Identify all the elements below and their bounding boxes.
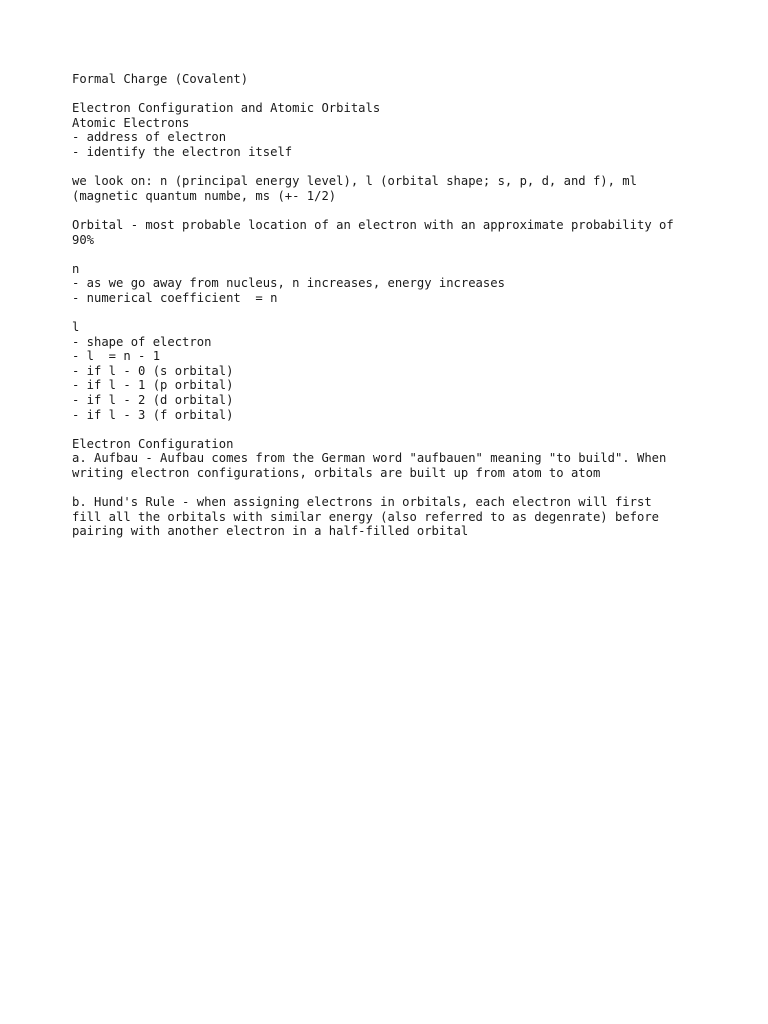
spacer xyxy=(72,203,702,218)
spacer xyxy=(72,247,702,262)
bullet-line: - if l - 1 (p orbital) xyxy=(72,378,234,393)
section-subheading: Atomic Electrons xyxy=(72,115,190,130)
spacer xyxy=(72,422,702,437)
hund-line: b. Hund's Rule - when assigning electrons in orbitals, each electron will first xyxy=(72,495,652,510)
hund-line: pairing with another electron in a half-filled orbital xyxy=(72,524,469,539)
orbital-definition-line: Orbital - most probable location of an electron with an approximate probability of xyxy=(72,217,674,232)
config-heading: Electron Configuration xyxy=(72,436,234,451)
quantum-numbers-line: (magnetic quantum numbe, ms (+- 1/2) xyxy=(72,188,337,203)
bullet-line: - shape of electron xyxy=(72,334,212,349)
orbital-definition-line: 90% xyxy=(72,232,95,247)
spacer xyxy=(72,160,702,175)
bullet-line: - numerical coefficient = n xyxy=(72,290,278,305)
bullet-line: - as we go away from nucleus, n increases, energy increases xyxy=(72,276,505,291)
spacer xyxy=(72,306,702,321)
document-body xyxy=(72,72,702,539)
section-heading: Electron Configuration and Atomic Orbitals xyxy=(72,101,381,116)
bullet-line: - if l - 3 (f orbital) xyxy=(72,407,234,422)
hund-line: fill all the orbitals with similar energy (also referred to as degenrate) before xyxy=(72,509,659,524)
n-label: n xyxy=(72,261,80,276)
bullet-line: - address of electron xyxy=(72,130,227,145)
quantum-numbers-line: we look on: n (principal energy level), l (orbital shape; s, p, d, and f), ml xyxy=(72,174,637,189)
bullet-line: - identify the electron itself xyxy=(72,144,293,159)
bullet-line: - if l - 0 (s orbital) xyxy=(72,363,234,378)
aufbau-line: a. Aufbau - Aufbau comes from the German word "aufbauen" meaning "to build". When xyxy=(72,451,667,466)
spacer xyxy=(72,481,702,496)
bullet-line: - if l - 2 (d orbital) xyxy=(72,393,234,408)
l-label: l xyxy=(72,320,80,335)
spacer xyxy=(72,87,702,102)
bullet-line: - l = n - 1 xyxy=(72,349,161,364)
aufbau-line: writing electron configurations, orbitals are built up from atom to atom xyxy=(72,466,601,481)
document-title: Formal Charge (Covalent) xyxy=(72,72,249,86)
